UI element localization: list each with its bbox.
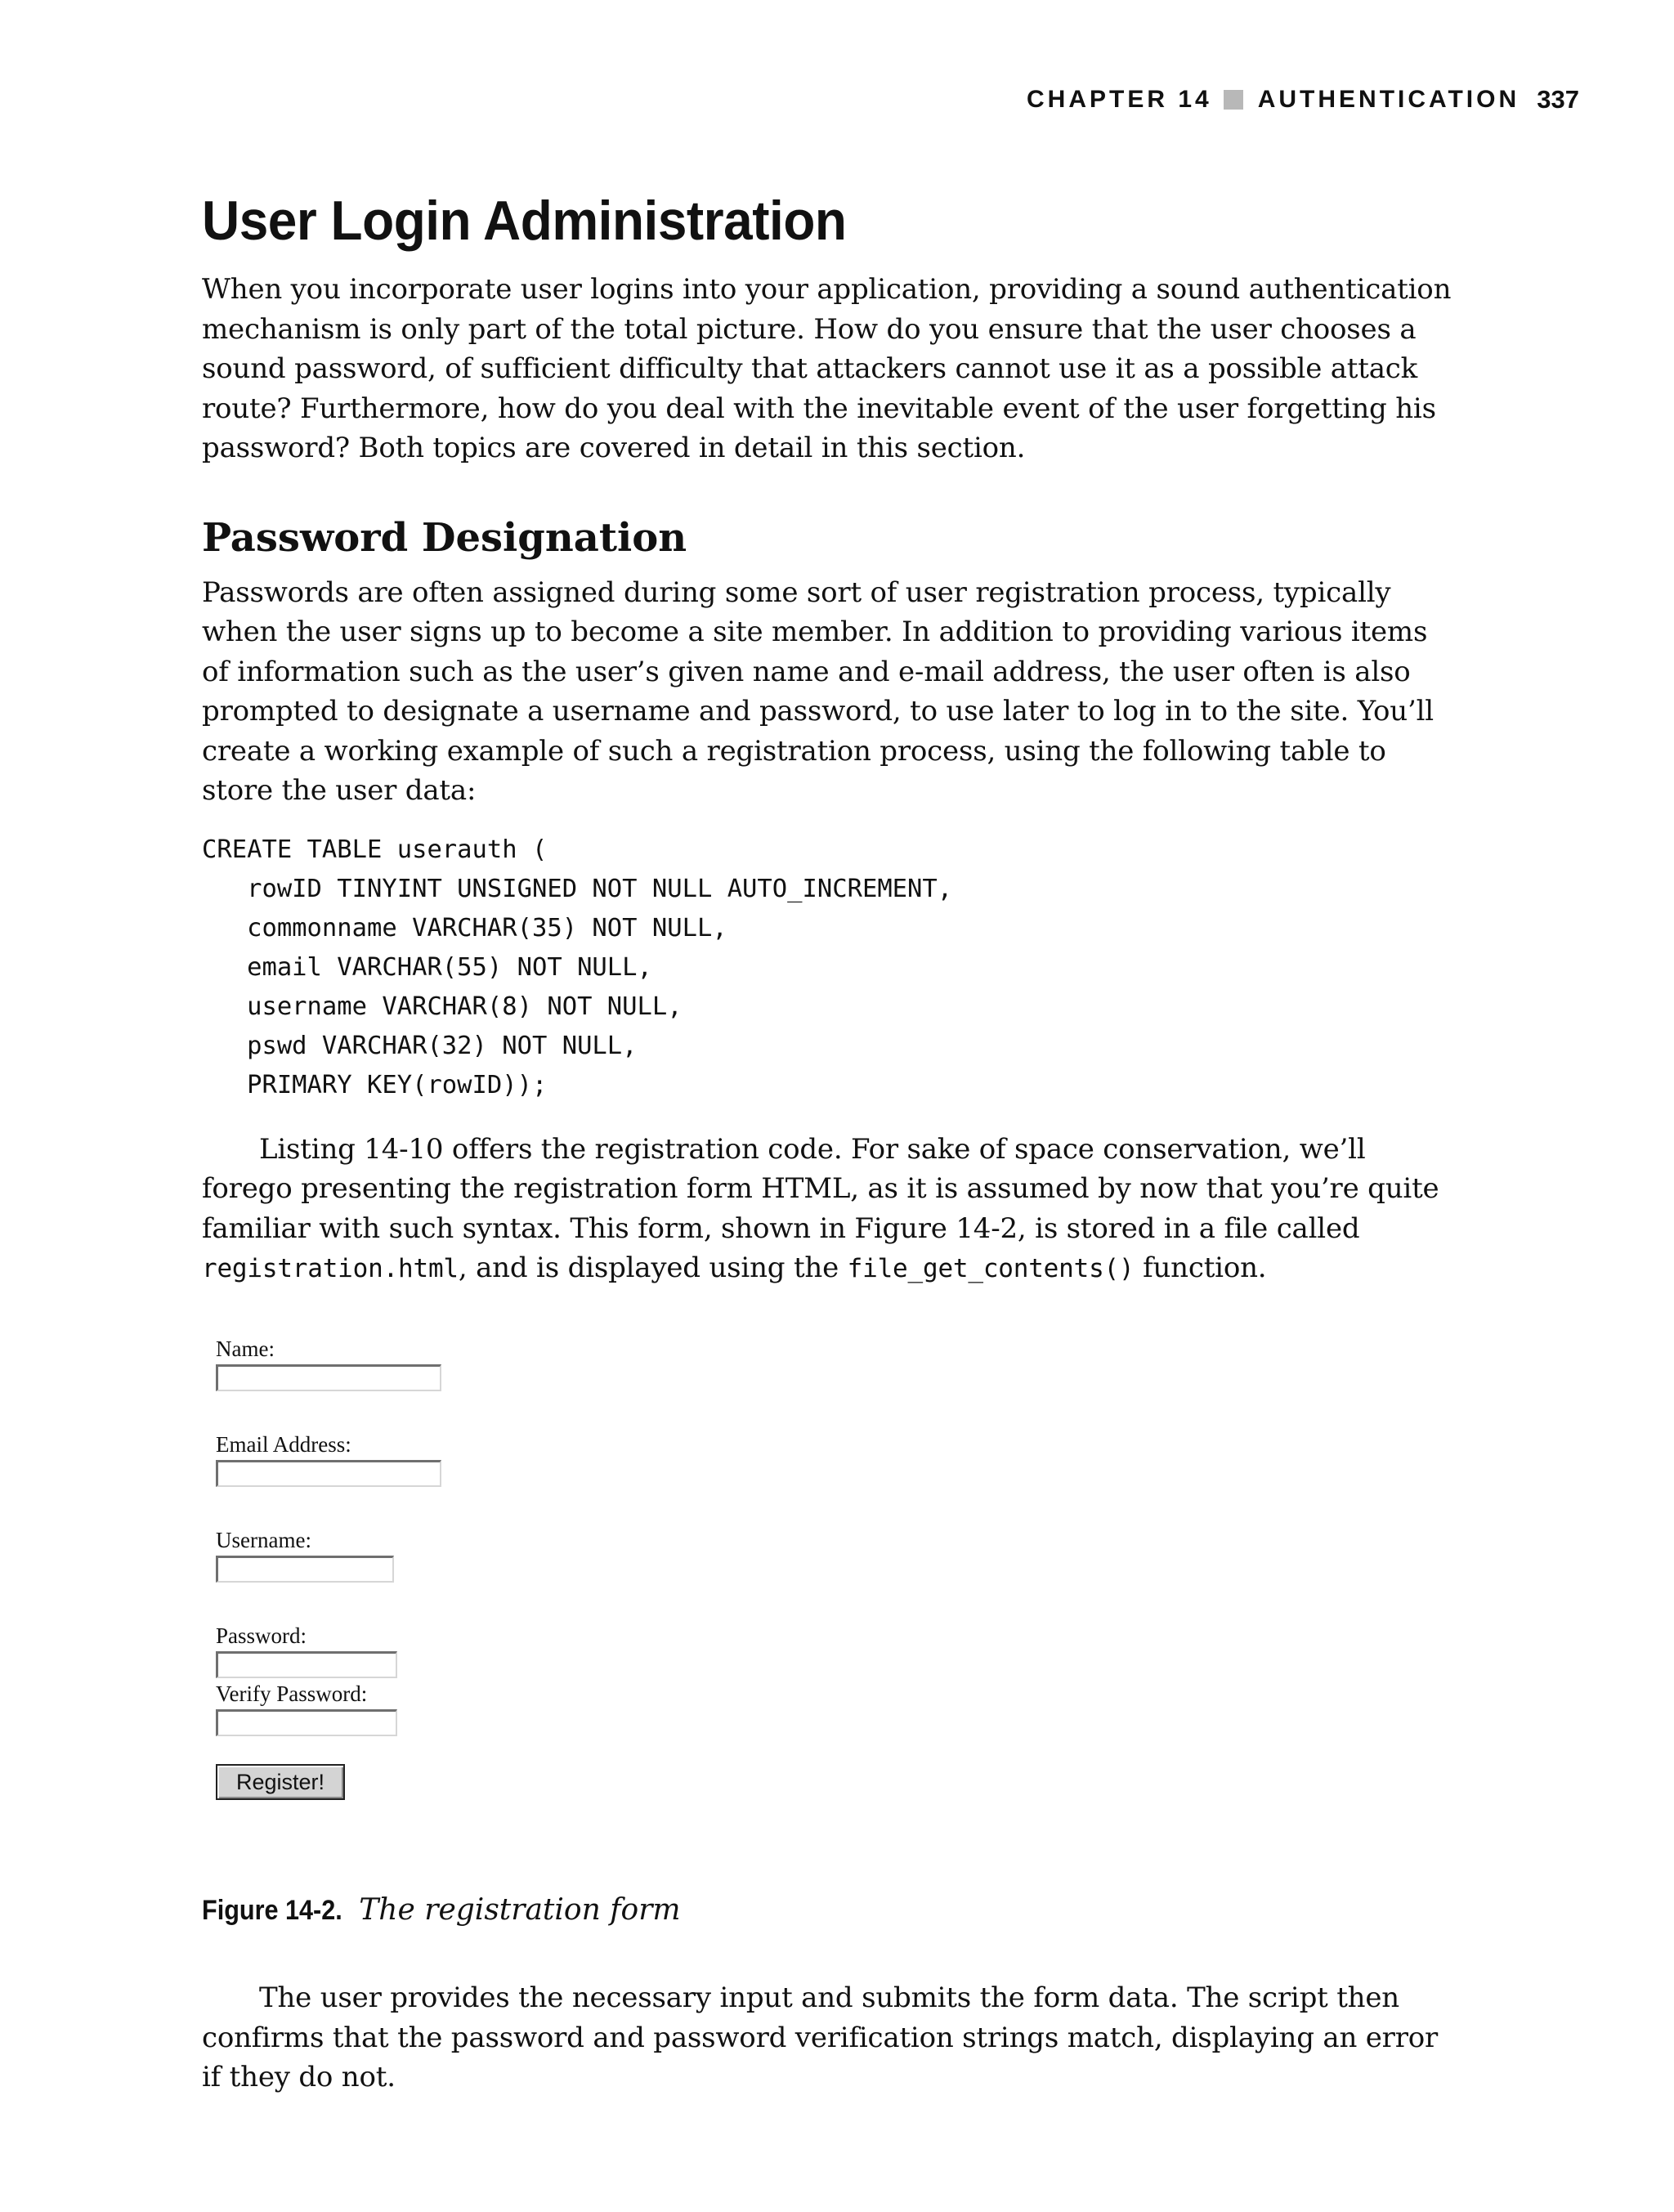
caption-label: Figure 14-2.: [202, 1895, 342, 1926]
page-content: [202, 180, 1461, 1289]
register-button[interactable]: Register!: [216, 1764, 345, 1800]
running-head: [1027, 83, 1579, 116]
text-run: Listing 14-10 offers the registration code. For sake of space conservation, we’ll forego presenting the registration form HTML, as it is assumed by now that you’re quite familiar with such syntax. This form, shown in Figure 14-2, is stored in a file called: [202, 1132, 1439, 1245]
section-heading: Password Designation: [202, 514, 687, 561]
figure-caption: [202, 1892, 681, 1929]
name-label: Name:: [216, 1337, 275, 1361]
caption-text: The registration form: [359, 1893, 681, 1927]
text-run: function.: [1134, 1252, 1267, 1284]
chapter-label: CHAPTER 14: [1027, 86, 1212, 113]
name-input[interactable]: [216, 1364, 441, 1391]
inline-code-function: file_get_contents(): [847, 1254, 1135, 1283]
closing-section: [202, 1978, 1461, 2098]
email-label: Email Address:: [216, 1432, 351, 1457]
section-label: AUTHENTICATION: [1257, 86, 1520, 113]
closing-paragraph: The user provides the necessary input and submits the form data. The script then confirms that the password and password verification strings match, displaying an error if they do not.: [202, 1981, 1439, 2093]
intro-paragraph: When you incorporate user logins into your application, providing a sound authentication mechanism is only part of the total picture. How do you ensure that the user chooses a sound password, of sufficient difficulty that attackers cannot use it as a possible attack route? Furthermore, how do you deal with the inevitable event of the user forgetting his password? Both topics are covered in detail in this section.: [202, 273, 1452, 464]
text-run: , and is displayed using the: [458, 1252, 848, 1284]
username-input[interactable]: [216, 1556, 394, 1583]
password-label: Password:: [216, 1623, 307, 1648]
body-paragraph: Passwords are often assigned during some sort of user registration process, typically when the user signs up to become a site member. In addition to providing various items of information such as the user’s given name and e-mail address, the user often is also prompted to designate a username and password, to use later to log in to the site. You’ll create a working example of such a registration process, using the following table to store the user data:: [202, 575, 1434, 807]
page-title: User Login Administration: [202, 190, 847, 252]
registration-form-figure: [216, 1335, 559, 1800]
username-label: Username:: [216, 1528, 311, 1552]
verify-password-label: Verify Password:: [216, 1681, 368, 1706]
body-paragraph-listing: [202, 1130, 1461, 1289]
email-input[interactable]: [216, 1460, 441, 1487]
verify-password-input[interactable]: [216, 1709, 397, 1736]
password-input[interactable]: [216, 1651, 397, 1678]
separator-square-icon: [1224, 90, 1243, 110]
sql-code-block: CREATE TABLE userauth ( rowID TINYINT UNSIGNED NOT NULL AUTO_INCREMENT, commonname VARCHAR(35) NOT NULL, email VARCHAR(55) NOT NULL, username VARCHAR(8) NOT NULL, pswd VARCHAR(32) NOT NULL, PRIMARY KEY(rowID));: [202, 835, 953, 1099]
page-number: 337: [1537, 85, 1579, 114]
inline-code-filename: registration.html: [202, 1254, 459, 1283]
